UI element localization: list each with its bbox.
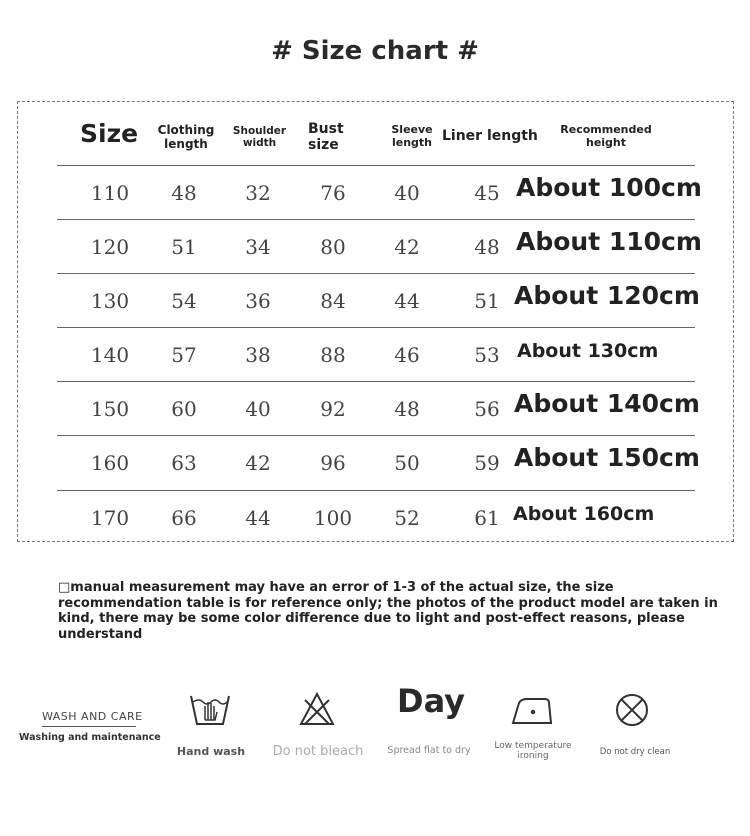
cell-sleeve-length: 50: [394, 451, 420, 475]
low-iron-icon: [509, 695, 555, 731]
cell-liner-length: 56: [474, 397, 500, 421]
cell-bust-size: 96: [320, 451, 346, 475]
no-dry-clean-label: Do not dry clean: [599, 747, 671, 757]
cell-recommended-height: About 160cm: [513, 503, 655, 525]
wash-care-heading: WASH AND CARE: [42, 710, 143, 723]
cell-shoulder-width: 44: [245, 506, 271, 530]
header-recommended-height: Recommended height: [560, 123, 652, 149]
row-divider: [57, 219, 695, 220]
day-label: Day: [397, 682, 466, 720]
cell-clothing-length: 48: [171, 181, 197, 205]
cell-size: 160: [90, 451, 130, 475]
cell-bust-size: 80: [320, 235, 346, 259]
cell-clothing-length: 54: [171, 289, 197, 313]
cell-recommended-height: About 150cm: [514, 443, 700, 472]
cell-liner-length: 61: [474, 506, 500, 530]
cell-sleeve-length: 44: [394, 289, 420, 313]
cell-size: 110: [90, 181, 130, 205]
cell-size: 140: [90, 343, 130, 367]
row-divider: [57, 435, 695, 436]
header-sleeve-length: Sleeve length: [391, 123, 433, 149]
cell-liner-length: 53: [474, 343, 500, 367]
cell-liner-length: 51: [474, 289, 500, 313]
cell-shoulder-width: 32: [245, 181, 271, 205]
cell-bust-size: 84: [320, 289, 346, 313]
cell-clothing-length: 66: [171, 506, 197, 530]
row-divider: [57, 381, 695, 382]
wash-care-subheading: Washing and maintenance: [19, 732, 161, 743]
cell-bust-size: 100: [313, 506, 353, 530]
row-divider: [57, 165, 695, 166]
size-chart-border: [17, 101, 734, 542]
header-bust-size: Bust size: [308, 121, 344, 154]
cell-size: 170: [90, 506, 130, 530]
cell-bust-size: 92: [320, 397, 346, 421]
cell-clothing-length: 57: [171, 343, 197, 367]
cell-bust-size: 88: [320, 343, 346, 367]
cell-shoulder-width: 42: [245, 451, 271, 475]
cell-liner-length: 45: [474, 181, 500, 205]
header-shoulder-width: Shoulder width: [232, 125, 287, 150]
cell-liner-length: 59: [474, 451, 500, 475]
cell-clothing-length: 60: [171, 397, 197, 421]
cell-recommended-height: About 140cm: [514, 389, 700, 418]
row-divider: [57, 490, 695, 491]
cell-sleeve-length: 40: [394, 181, 420, 205]
no-dry-clean-icon: [614, 692, 650, 732]
wash-care-divider: [42, 726, 136, 727]
header-size: Size: [80, 119, 139, 148]
measurement-note: □manual measurement may have an error of 1-3 of the actual size, the size recommendation table is for reference only; the photos of the product model are taken in kind, there may be some color difference due to light and post-effect reasons, please understand: [58, 580, 718, 642]
cell-clothing-length: 63: [171, 451, 197, 475]
flat-dry-label: Spread flat to dry: [387, 745, 471, 756]
cell-liner-length: 48: [474, 235, 500, 259]
cell-recommended-height: About 120cm: [514, 281, 700, 310]
cell-sleeve-length: 42: [394, 235, 420, 259]
row-divider: [57, 273, 695, 274]
hand-wash-icon: [189, 690, 231, 732]
cell-sleeve-length: 46: [394, 343, 420, 367]
cell-recommended-height: About 100cm: [516, 173, 702, 202]
page-title: # Size chart #: [271, 36, 479, 66]
no-bleach-icon: [299, 692, 335, 730]
cell-size: 150: [90, 397, 130, 421]
cell-shoulder-width: 36: [245, 289, 271, 313]
row-divider: [57, 327, 695, 328]
hand-wash-label: Hand wash: [176, 745, 246, 758]
no-bleach-label: Do not bleach: [272, 744, 364, 759]
cell-recommended-height: About 110cm: [516, 227, 702, 256]
cell-sleeve-length: 52: [394, 506, 420, 530]
cell-recommended-height: About 130cm: [517, 340, 659, 362]
cell-size: 120: [90, 235, 130, 259]
header-liner-length: Liner length: [442, 128, 538, 144]
cell-clothing-length: 51: [171, 235, 197, 259]
cell-size: 130: [90, 289, 130, 313]
cell-shoulder-width: 40: [245, 397, 271, 421]
cell-bust-size: 76: [320, 181, 346, 205]
header-clothing-length: Clothing length: [157, 123, 215, 151]
cell-sleeve-length: 48: [394, 397, 420, 421]
cell-shoulder-width: 38: [245, 343, 271, 367]
low-iron-label: Low temperature ironing: [494, 741, 572, 761]
cell-shoulder-width: 34: [245, 235, 271, 259]
